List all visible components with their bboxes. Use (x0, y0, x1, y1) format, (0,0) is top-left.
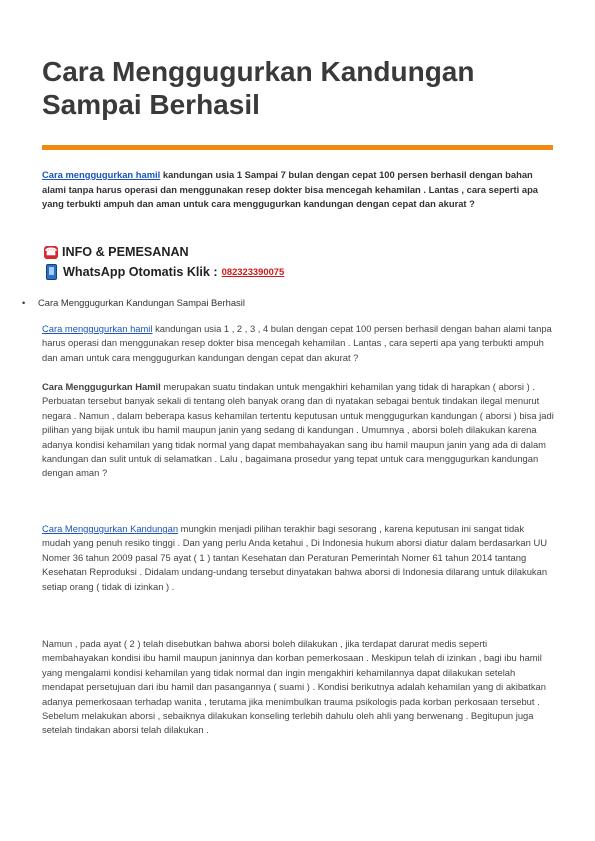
paragraph-1 (42, 322, 554, 365)
info-heading: INFO & PEMESANAN (62, 245, 189, 259)
paragraph-2-bold: Cara Menggugurkan Hamil (42, 381, 161, 392)
title-divider (42, 145, 553, 150)
intro-link[interactable]: Cara menggugurkan hamil (42, 169, 161, 180)
bullet-text: Cara Menggugurkan Kandungan Sampai Berhasil (38, 297, 245, 308)
paragraph-4-text: Namun , pada ayat ( 2 ) telah disebutkan bahwa aborsi boleh dilakukan , jika terdapat darurat medis seperti membahayakan kondisi ibu hamil maupun janinnya dan korban pemerkosaan . Meskipun telah di izinkan , bagi ibu hamil yang mengalami kondisi kehamilan yang tidak normal dan ingin mengakhiri kehamilannya dapat dilakukan setelah mendapat persetujuan dari ibu hamil dan pasangannya ( suami ) . Kondisi berikutnya adalah kehamilan yang di akibatkan adanya pemerkosaan terhadap wanita , terutama jika menimbulkan trauma psikologis pada korban perkosaan tersebut . Sebelum melakukan aborsi , sebaiknya dilakukan konseling terlebih dahulu oleh ahli yang berwenang . Begitupun juga setelah tindakan aborsi telah dilakukan . (42, 638, 546, 736)
paragraph-2 (42, 380, 554, 481)
bullet-item (22, 296, 245, 309)
bullet-dot: • (22, 297, 26, 308)
paragraph-1-link[interactable]: Cara menggugurkan hamil (42, 323, 153, 334)
info-block (44, 242, 284, 282)
page-title: Cara Menggugurkan Kandungan Sampai Berhasil (42, 56, 475, 120)
mobile-phone-icon (46, 264, 57, 280)
paragraph-4 (42, 637, 554, 738)
paragraph-3 (42, 522, 554, 594)
paragraph-1-text: kandungan usia 1 , 2 , 3 , 4 bulan dengan cepat 100 persen berhasil dengan bahan alami tanpa harus operasi dan menggunakan resep dokter bisa mencegah kehamilan . Lantas , cara seperti apa yang terbukti ampuh dan aman untuk cara menggugurkan kandungan dengan cepat dan akurat ? (42, 323, 552, 363)
intro-text: kandungan usia 1 Sampai 7 bulan dengan cepat 100 persen berhasil dengan bahan alami tanpa harus operasi dan menggunakan resep dokter bisa mencegah kehamilan . Lantas , cara seperti apa yang terbukti ampuh dan aman untuk cara menggugurkan kandungan dengan cepat dan akurat ? (42, 169, 539, 210)
paragraph-3-text: mungkin menjadi pilihan terakhir bagi sesorang , karena keputusan ini sangat tidak mudah yang penuh resiko tinggi . Dan yang perlu Anda ketahui , Di Indonesia hukum aborsi diatur dalam berdasarkan UU Nomer 36 tahun 2009 pasal 75 ayat ( 1 ) tantan Kesehatan dan Peraturan Pemerintah Nomer 61 tahun 2014 tantang Kesehatan Reproduksi . Didalam undang-undang tersebut dinyatakan bahwa aborsi di Indonesia dilarang untuk dilakukan setiap orang ( tidak di izinkan ) . (42, 523, 548, 592)
phone-icon: ☎ (44, 246, 58, 258)
whatsapp-number-link[interactable]: 082323390075 (221, 266, 285, 277)
intro-paragraph (42, 168, 547, 212)
paragraph-3-link[interactable]: Cara Menggugurkan Kandungan (42, 523, 179, 534)
info-heading-row (44, 242, 284, 262)
whatsapp-row (44, 262, 284, 282)
whatsapp-label: WhatsApp Otomatis Klik : (63, 265, 218, 279)
paragraph-2-text: merupakan suatu tindakan untuk mengakhiri kehamilan yang tidak di harapkan ( aborsi ) . Perbuatan tersebut banyak sekali di tentang oleh banyak orang dan di nyatakan sebagai bentuk tindakan ilegal menurut negara . Namun , dalam beberapa kasus kehamilan tertentu keputusan untuk menggugurkan kandungan ( aborsi ) bisa jadi pilihan yang bijak untuk ibu hamil maupun janin yang sedang di kandungan . Umumnya , aborsi boleh dilakukan karena adanya kondisi kehamilan yang tidak normal yang dapat membahayakan sang ibu hamil maupun janin yang ada di dalam kandungan dan sulit untuk di selamatkan . Lalu , bagaimana prosedur yang tepat untuk cara menggugurkan kandungan dengan aman ? (42, 381, 554, 479)
